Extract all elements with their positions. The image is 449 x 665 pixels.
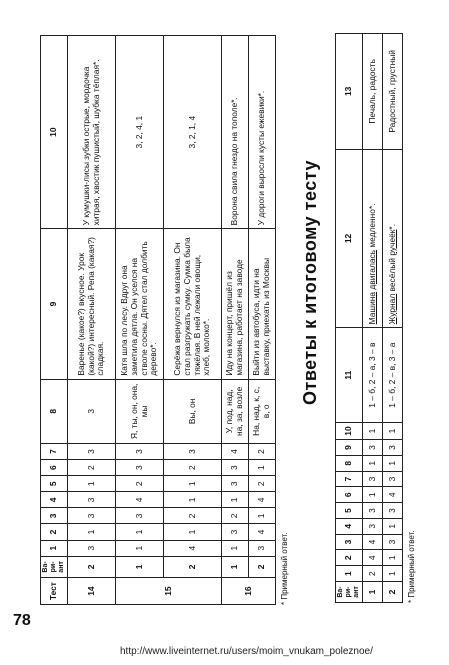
test-number-cell: 15	[116, 578, 222, 605]
answer-cell: 4	[164, 540, 222, 556]
answer-cell: 1	[383, 550, 403, 566]
answer-cell: 3	[383, 471, 403, 487]
answer-cell: 1	[116, 540, 164, 556]
table-header-row	[336, 34, 363, 603]
answer-cell: 2	[116, 476, 164, 492]
underlined-word: Журнал	[386, 293, 397, 325]
header-cell: 8	[336, 455, 363, 471]
answer-cell-9: Иду на концерт, пришёл из магазина, работает на заводе	[222, 229, 249, 379]
answer-cell: 3	[363, 503, 383, 519]
variant-cell: 1	[363, 581, 383, 602]
header-cell: 5	[41, 476, 68, 492]
answer-cell: 1	[164, 524, 222, 540]
header-cell: 4	[336, 518, 363, 534]
final-test-table-block	[335, 33, 415, 603]
answer-cell: 3	[383, 503, 403, 519]
header-cell: 9	[41, 229, 68, 379]
header-cell: 6	[336, 487, 363, 503]
answer-cell-9: Варенье (какое?) вкусное. Урок (какой?) интересный. Репа (какая?) сладкая.	[68, 229, 116, 379]
footnote: * Примерный ответ.	[280, 532, 289, 605]
final-test-table	[335, 33, 403, 603]
footnote: * Примерный ответ.	[407, 530, 416, 603]
header-cell: 10	[336, 422, 363, 439]
answer-cell: 1	[222, 492, 249, 508]
answer-cell: 2	[68, 460, 116, 476]
answer-cell: 3	[164, 444, 222, 460]
answer-cell: 4	[222, 444, 249, 460]
answer-cell: 3	[363, 518, 383, 534]
answer-cell: 4	[249, 524, 276, 540]
answer-cell-12	[383, 149, 403, 328]
answer-cell: 1	[68, 476, 116, 492]
answer-cell: 1	[116, 524, 164, 540]
variant-cell: 1	[222, 556, 249, 577]
answer-cell: 4	[363, 534, 383, 550]
answer-cell: 1	[164, 476, 222, 492]
answer-cell-10: У дороги выросли кусты ежевики*.	[249, 36, 276, 229]
variant-cell: 2	[383, 581, 403, 602]
answer-cell: 1	[363, 487, 383, 503]
answer-cell: 1	[383, 518, 403, 534]
sentence-part: весёлый	[386, 255, 397, 294]
answer-cell: 4	[363, 550, 383, 566]
table-row	[249, 36, 276, 605]
underlined-word: Машина	[366, 291, 377, 325]
answer-cell: 1	[383, 422, 403, 439]
answer-cell: 3	[68, 492, 116, 508]
answer-cell-11: 1 – б, 2 – а, 3 – в	[363, 328, 383, 423]
answer-cell: 4	[116, 492, 164, 508]
header-cell: Тест	[41, 578, 68, 605]
answer-cell-8: На, над, к, с, в, о	[249, 379, 276, 443]
answer-cell: 4	[383, 487, 403, 503]
answer-cell: 1	[363, 422, 383, 439]
answer-cell-10: 3, 2, 1, 4	[164, 36, 222, 229]
header-cell: 9	[336, 440, 363, 456]
header-cell: 8	[41, 379, 68, 443]
source-url: http://www.liveinternet.ru/users/moim_vnukam_poleznoe/	[120, 646, 373, 657]
answer-cell: 3	[222, 524, 249, 540]
answer-cell: 2	[164, 460, 222, 476]
answer-cell-10: У кумушки-лисы зубки острые, мордочка хитрая, хвостик пушистый, шубка тёплая*.	[68, 36, 116, 229]
answer-cell: 1	[383, 566, 403, 582]
header-cell: 3	[336, 534, 363, 550]
table-row	[222, 36, 249, 605]
answer-cell: 3	[383, 440, 403, 456]
answer-cell: 1	[164, 492, 222, 508]
answer-cell-13: Радостный, грустный	[383, 34, 403, 150]
answer-cell: 3	[68, 444, 116, 460]
answer-cell-10: Ворона свила гнездо на тополе*.	[222, 36, 249, 229]
header-cell: 6	[41, 460, 68, 476]
answer-cell: 1	[249, 460, 276, 476]
header-cell: 5	[336, 503, 363, 519]
answer-cell: 2	[363, 566, 383, 582]
answer-cell: 1	[222, 540, 249, 556]
sentence-part: медленно*.	[366, 203, 377, 250]
answer-cell: 2	[249, 476, 276, 492]
answer-cell: 3	[249, 540, 276, 556]
answer-cell-12	[363, 149, 383, 328]
table-row	[164, 36, 222, 605]
answer-cell-9: Серёжа вернулся из магазина. Он стал разгружать сумку. Сумка была тяжёлая. В ней лежали овощи, хлеб, молоко*.	[164, 229, 222, 379]
answer-cell: 3	[116, 508, 164, 524]
answer-cell-13: Печаль, радость	[363, 34, 383, 150]
table-row	[116, 36, 164, 605]
table-header-row	[41, 36, 68, 605]
header-cell: 4	[41, 492, 68, 508]
table-row	[68, 36, 116, 605]
header-cell: 13	[336, 34, 363, 150]
answer-cell: 3	[363, 471, 383, 487]
test-number-cell: 16	[222, 578, 276, 605]
answers-table	[40, 35, 276, 605]
answer-cell-8: 3	[68, 379, 116, 443]
answer-cell: 3	[222, 460, 249, 476]
answer-cell: 3	[68, 540, 116, 556]
answer-cell: 3	[383, 534, 403, 550]
table-row	[363, 34, 383, 603]
answer-cell: 1	[249, 508, 276, 524]
variant-cell: 2	[249, 556, 276, 577]
variant-cell: 2	[164, 556, 222, 577]
header-cell: 1	[336, 566, 363, 582]
underlined-word: ручеёк	[386, 229, 397, 256]
answer-cell-10: 3, 2, 4, 1	[116, 36, 164, 229]
header-cell: 7	[336, 471, 363, 487]
variant-cell: 1	[116, 556, 164, 577]
answers-table-block	[40, 35, 289, 605]
answer-cell: 2	[249, 444, 276, 460]
answer-cell: 4	[249, 492, 276, 508]
answer-cell-11: 1 – б, 2 – в, 3 – а	[383, 328, 403, 423]
header-cell: 2	[336, 550, 363, 566]
sentence-part: *.	[386, 223, 397, 230]
answer-cell-9: Выйти из автобуса, идти на выставку, приехать из Москвы	[249, 229, 276, 379]
answer-cell: 3	[116, 460, 164, 476]
answer-cell: 3	[116, 444, 164, 460]
header-cell: 7	[41, 444, 68, 460]
answer-cell-8: У, под, над, на, за, возле	[222, 379, 249, 443]
answer-cell-8: Я, ты, он, она, мы	[116, 379, 164, 443]
answer-cell: 1	[383, 455, 403, 471]
answer-cell-9: Катя шла по лесу. Вдруг она заметила дятла. Он уселся на стволе сосны. Дятел стал долбить дерево*.	[116, 229, 164, 379]
header-cell: Ва- ри- ант	[336, 581, 363, 602]
header-cell: Ва- ри- ант	[41, 556, 68, 577]
page-number: 78	[13, 612, 31, 629]
answer-cell: 1	[68, 524, 116, 540]
variant-cell: 2	[68, 556, 116, 577]
section-title: Ответы к итоговому тесту	[300, 159, 320, 405]
header-cell: 12	[336, 149, 363, 328]
answer-cell-8: Вы, он	[164, 379, 222, 443]
header-cell: 3	[41, 508, 68, 524]
answer-cell: 1	[363, 455, 383, 471]
table-row	[383, 34, 403, 603]
underlined-word: двигалась	[366, 249, 377, 290]
header-cell: 11	[336, 328, 363, 423]
answer-cell: 2	[164, 508, 222, 524]
header-cell: 1	[41, 540, 68, 556]
answer-cell: 3	[68, 508, 116, 524]
answer-cell: 2	[222, 508, 249, 524]
answer-cell: 3	[363, 440, 383, 456]
test-number-cell: 14	[68, 578, 116, 605]
header-cell: 2	[41, 524, 68, 540]
header-cell: 10	[41, 36, 68, 229]
answer-cell: 3	[222, 476, 249, 492]
